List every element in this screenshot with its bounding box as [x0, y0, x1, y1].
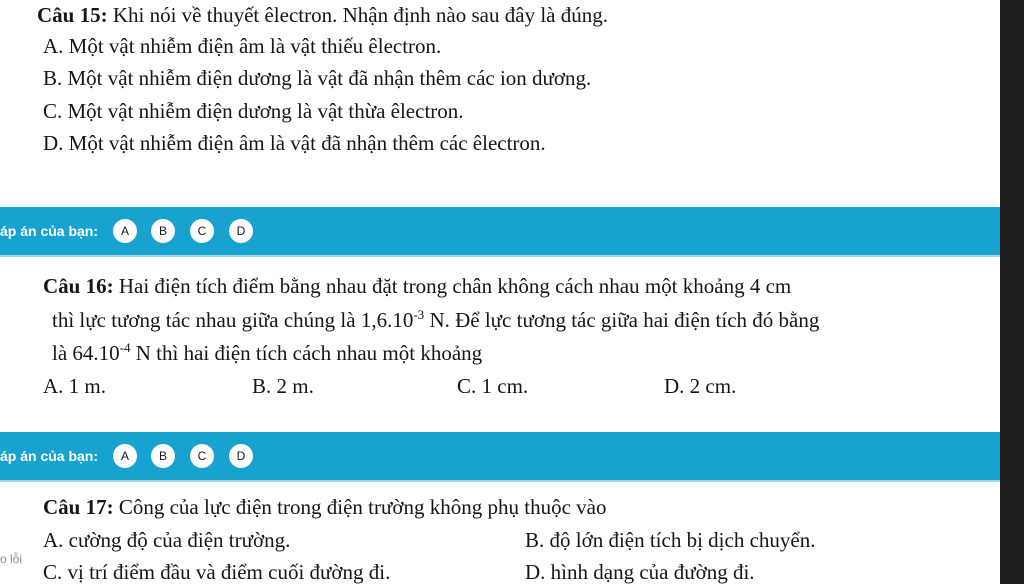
answer-bar-2	[0, 432, 1000, 482]
question-15-option-b: B. Một vật nhiễm điện dương là vật đã nhận thêm các ion dương.	[43, 66, 592, 90]
question-17-title	[43, 495, 606, 519]
answer-bar-1	[0, 207, 1000, 257]
answer-2-option-d-button[interactable]: D	[229, 444, 253, 468]
question-16-exponent-2: -4	[119, 340, 131, 355]
question-17-option-c: C. vị trí điểm đầu và điểm cuối đường đi.	[43, 560, 391, 584]
question-16-label: Câu 16:	[43, 274, 114, 298]
question-16-line-1	[43, 274, 791, 298]
answer-2-option-a-button[interactable]: A	[113, 444, 137, 468]
question-16-text-3a: là 64.10	[52, 341, 120, 365]
answer-1-option-b-button[interactable]: B	[151, 219, 175, 243]
question-16-text-3b: N thì hai điện tích cách nhau một khoảng	[130, 341, 483, 365]
question-15-option-c: C. Một vật nhiễm điện dương là vật thừa êlectron.	[43, 99, 464, 123]
question-16-line-3	[52, 341, 482, 365]
answer-2-option-c-button[interactable]: C	[190, 444, 214, 468]
answer-1-option-a-button[interactable]: A	[113, 219, 137, 243]
question-16-option-a: A. 1 m.	[43, 374, 106, 398]
question-17-label: Câu 17:	[43, 495, 114, 519]
side-note-text: o lỗi	[0, 552, 23, 566]
question-15-option-a: A. Một vật nhiễm điện âm là vật thiếu êlectron.	[43, 34, 442, 58]
answer-bar-1-label: áp án của bạn:	[0, 223, 99, 239]
question-17-option-b: B. độ lớn điện tích bị dịch chuyển.	[525, 528, 816, 552]
answer-2-option-b-button[interactable]: B	[151, 444, 175, 468]
question-15-label: Câu 15:	[37, 3, 108, 27]
question-16-text-2b: N. Để lực tương tác giữa hai điện tích đó bằng	[424, 308, 820, 332]
question-16-line-2	[52, 308, 819, 332]
answer-1-option-d-button[interactable]: D	[229, 219, 253, 243]
question-17-option-d: D. hình dạng của đường đi.	[525, 560, 755, 584]
answer-1-option-c-button[interactable]: C	[190, 219, 214, 243]
question-16-text-2a: thì lực tương tác nhau giữa chúng là 1,6.10	[52, 308, 414, 332]
question-16-option-d: D. 2 cm.	[664, 374, 737, 398]
question-16-option-c: C. 1 cm.	[457, 374, 529, 398]
answer-bar-2-label: áp án của bạn:	[0, 448, 99, 464]
question-16-option-b: B. 2 m.	[252, 374, 314, 398]
question-17-text: Công của lực điện trong điện trường không phụ thuộc vào	[113, 495, 607, 519]
question-16-exponent-1: -3	[413, 307, 425, 322]
question-16-text-1: Hai điện tích điểm bằng nhau đặt trong chân không cách nhau một khoảng 4 cm	[113, 274, 792, 298]
question-17-option-a: A. cường độ của điện trường.	[43, 528, 291, 552]
question-15-option-d: D. Một vật nhiễm điện âm là vật đã nhận thêm các êlectron.	[43, 131, 546, 155]
right-edge-strip	[1000, 0, 1024, 584]
question-15-title	[37, 3, 608, 27]
question-15-text: Khi nói về thuyết êlectron. Nhận định nào sau đây là đúng.	[107, 3, 608, 27]
